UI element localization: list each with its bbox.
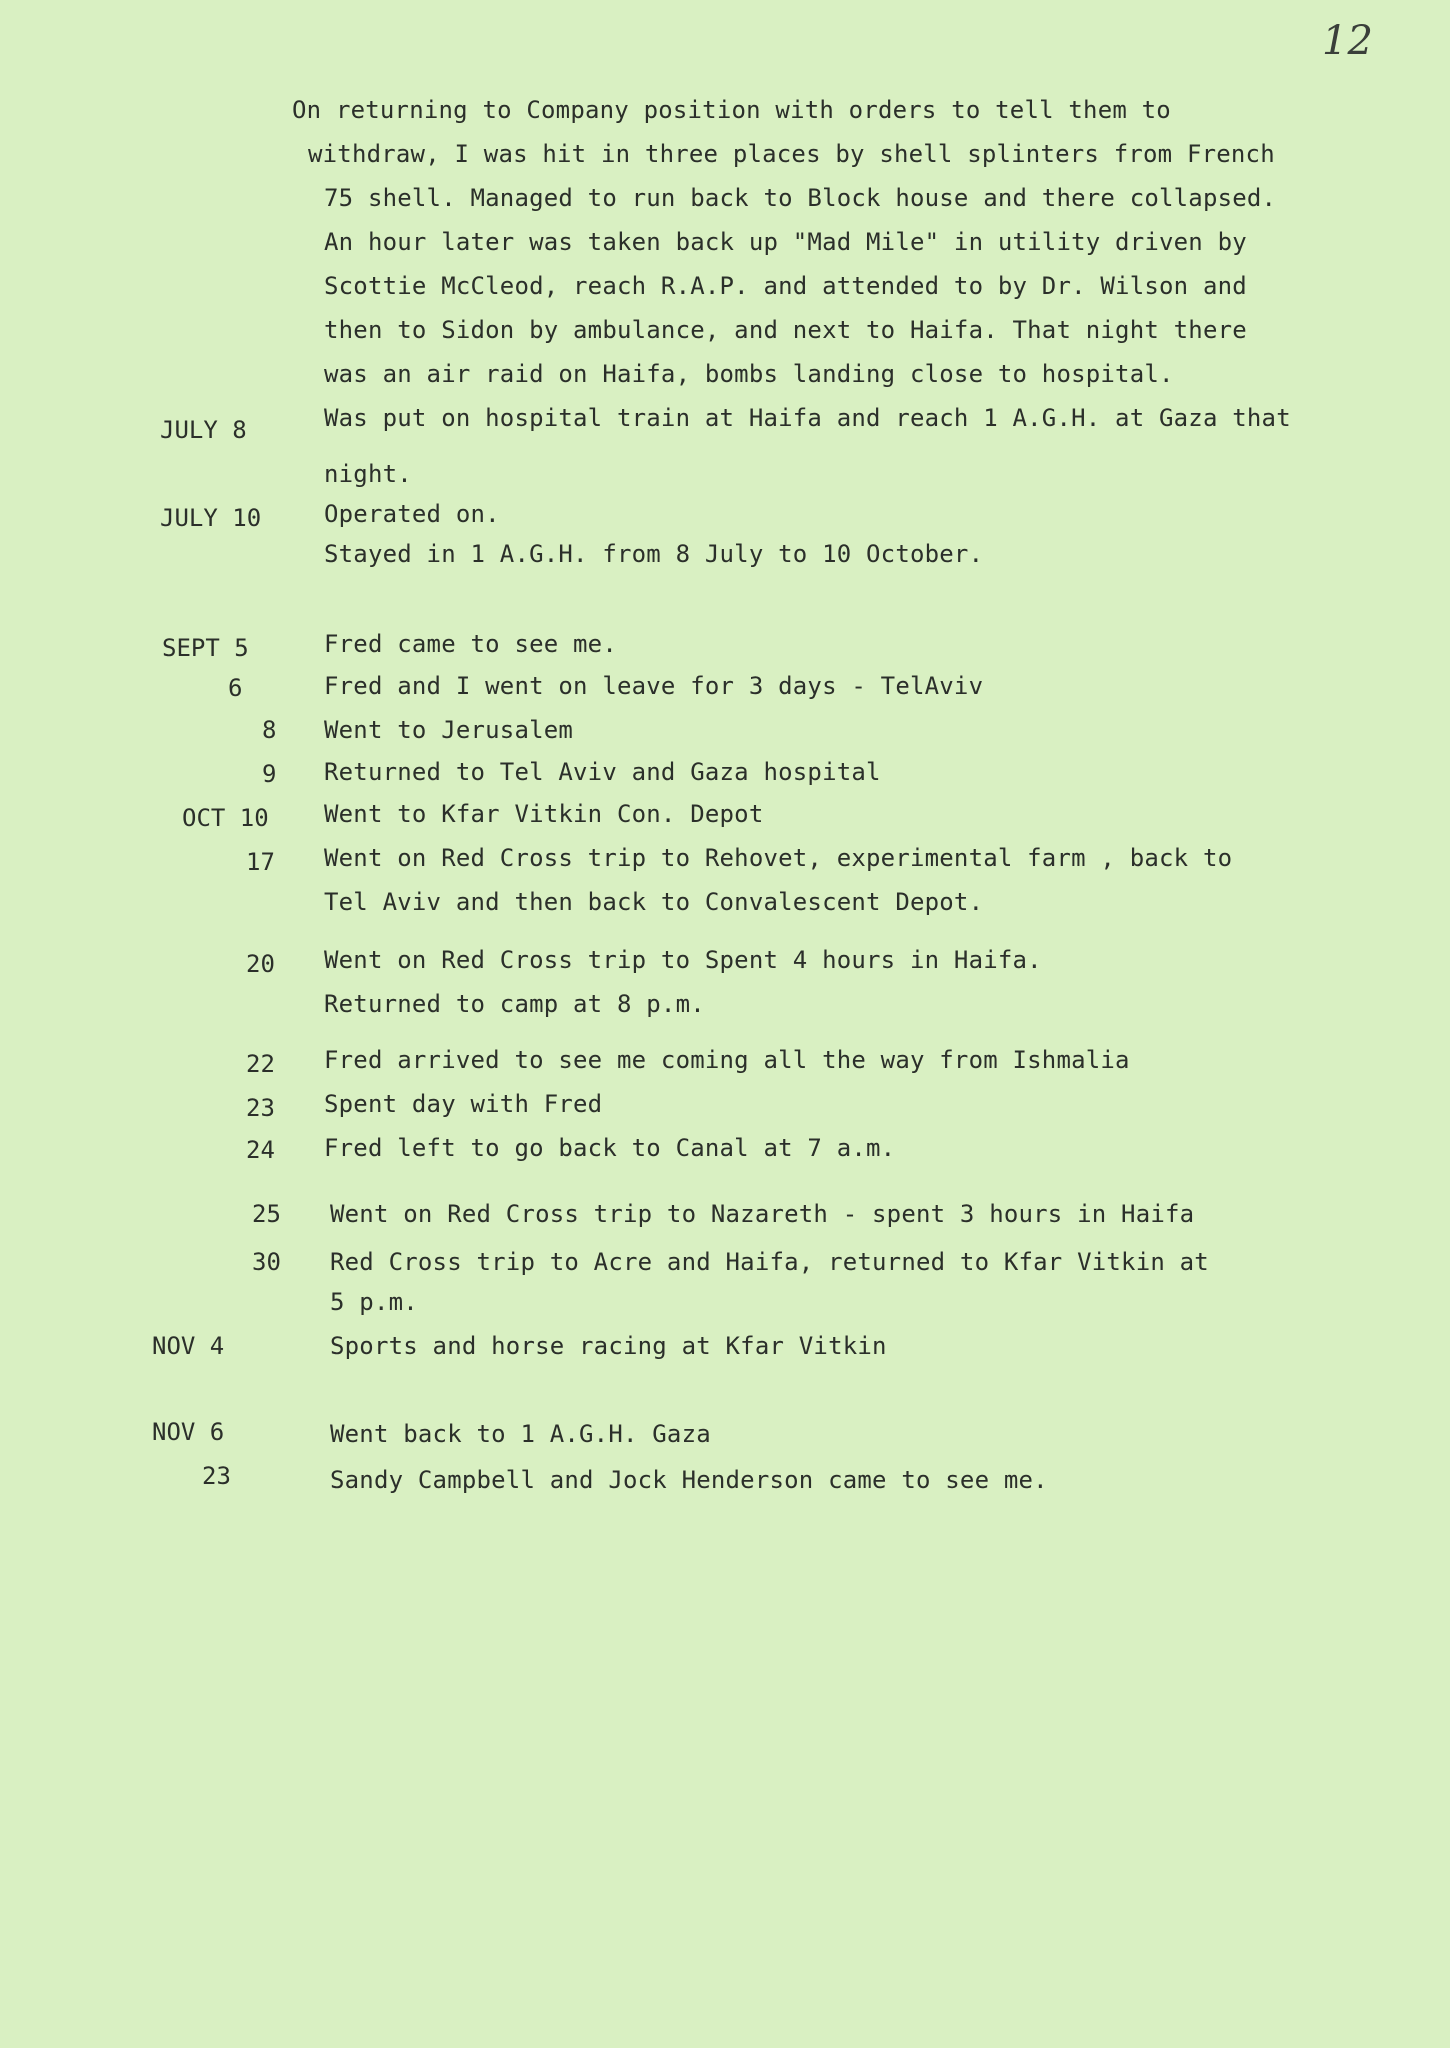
entry-line: Fred arrived to see me coming all the way from Ishmalia (324, 1046, 1130, 1074)
entry-line: Fred and I went on leave for 3 days - TelAviv (324, 672, 984, 700)
entry-line: Returned to Tel Aviv and Gaza hospital (324, 758, 881, 786)
intro-line: Scottie McCleod, reach R.A.P. and attended to by Dr. Wilson and (324, 272, 1247, 300)
entry-date: 20 (246, 950, 275, 978)
intro-line: On returning to Company position with orders to tell them to (292, 96, 1171, 124)
entry-date: 17 (246, 848, 275, 876)
entry-line: Operated on. (324, 500, 500, 528)
entry-date: 22 (246, 1050, 275, 1078)
entry-date: OCT 10 (182, 804, 269, 832)
entry-line: Fred left to go back to Canal at 7 a.m. (324, 1134, 896, 1162)
intro-line: withdraw, I was hit in three places by shell splinters from French (308, 140, 1275, 168)
entry-line: Went to Jerusalem (324, 716, 574, 744)
entry-date: 23 (202, 1462, 231, 1490)
entry-line: Went on Red Cross trip to Spent 4 hours in Haifa. (324, 946, 1042, 974)
entry-line: Red Cross trip to Acre and Haifa, returned to Kfar Vitkin at (330, 1248, 1209, 1276)
entry-date: 30 (252, 1248, 281, 1276)
entry-date: 25 (252, 1200, 281, 1228)
entry-line: Stayed in 1 A.G.H. from 8 July to 10 October. (324, 540, 984, 568)
entry-line: Went on Red Cross trip to Nazareth - spent 3 hours in Haifa (330, 1200, 1195, 1228)
entry-line: Was put on hospital train at Haifa and reach 1 A.G.H. at Gaza that (324, 404, 1291, 432)
entry-date: 24 (246, 1136, 275, 1164)
page-number: 12 (1322, 18, 1373, 64)
entry-line: Went on Red Cross trip to Rehovet, experimental farm , back to (324, 844, 1233, 872)
intro-line: then to Sidon by ambulance, and next to Haifa. That night there (324, 316, 1247, 344)
entry-line: Spent day with Fred (324, 1090, 603, 1118)
intro-line: was an air raid on Haifa, bombs landing close to hospital. (324, 360, 1174, 388)
entry-date: JULY 10 (160, 504, 262, 532)
entry-line: Sports and horse racing at Kfar Vitkin (330, 1332, 887, 1360)
entry-line: Returned to camp at 8 p.m. (324, 990, 705, 1018)
entry-date: 8 (262, 716, 277, 744)
entry-date: 23 (246, 1094, 275, 1122)
entry-line: 5 p.m. (330, 1288, 418, 1316)
intro-line: 75 shell. Managed to run back to Block house and there collapsed. (324, 184, 1277, 212)
entry-line: Tel Aviv and then back to Convalescent Depot. (324, 888, 984, 916)
entry-line: Went to Kfar Vitkin Con. Depot (324, 800, 764, 828)
entry-date: SEPT 5 (162, 634, 249, 662)
entry-line: Fred came to see me. (324, 630, 617, 658)
entry-date: 6 (228, 674, 243, 702)
entry-date: NOV 4 (152, 1332, 225, 1360)
entry-date: 9 (262, 760, 277, 788)
entry-line: night. (324, 460, 412, 488)
intro-line: An hour later was taken back up "Mad Mile" in utility driven by (324, 228, 1247, 256)
entry-date: JULY 8 (160, 416, 247, 444)
entry-date: NOV 6 (152, 1418, 225, 1446)
entry-line: Sandy Campbell and Jock Henderson came to see me. (330, 1466, 1048, 1494)
entry-line: Went back to 1 A.G.H. Gaza (330, 1420, 711, 1448)
